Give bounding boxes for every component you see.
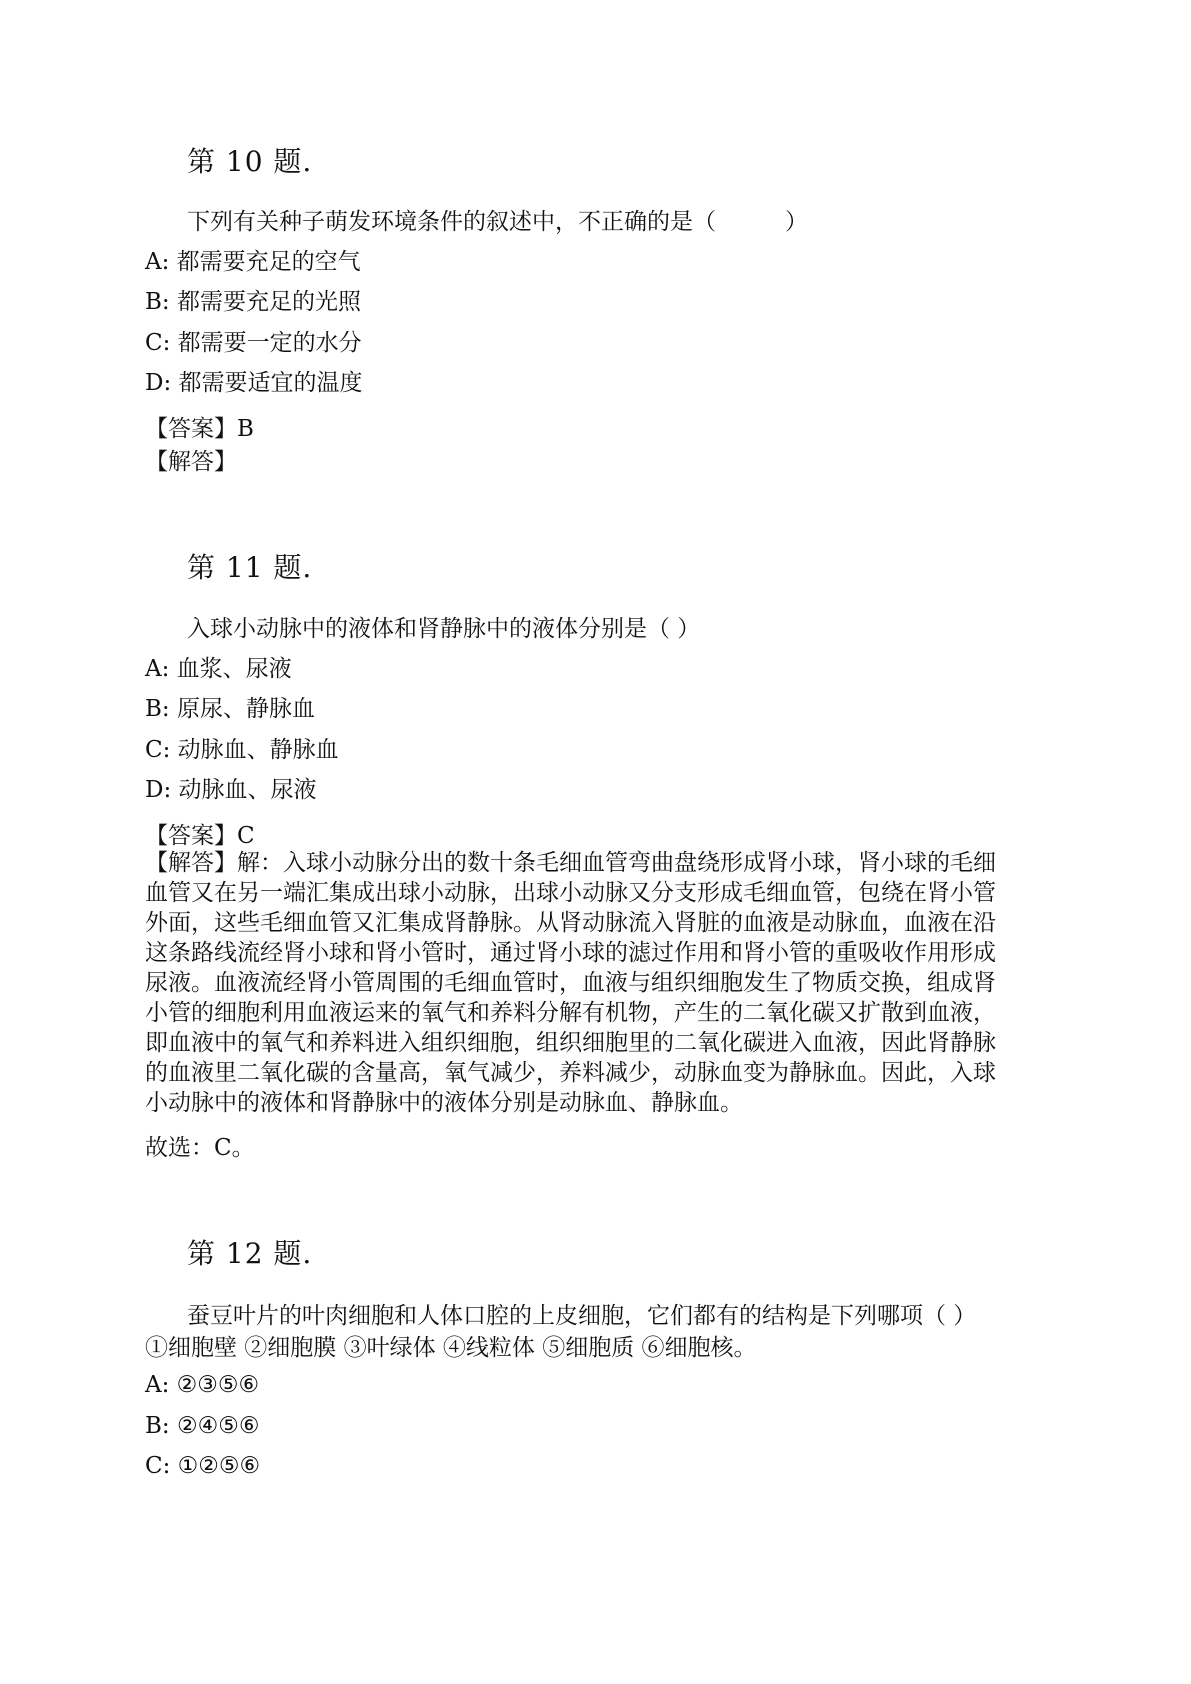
question-11-conclusion: 故选：C。 <box>145 1135 255 1161</box>
question-12-option-b: B: ②④⑤⑥ <box>145 1413 260 1439</box>
question-10-answer <box>145 410 254 443</box>
explain-label: 【解答】 <box>145 850 237 876</box>
question-11-option-d: D: 动脉血、尿液 <box>145 777 317 803</box>
question-10-title: 第 10 题. <box>187 145 313 178</box>
explanation-line: 小动脉中的液体和肾静脉中的液体分别是动脉血、静脉血。 <box>145 1090 743 1116</box>
answer-label: 【答案】 <box>145 416 237 442</box>
question-10-option-b: B: 都需要充足的光照 <box>145 289 361 315</box>
question-12-option-a: A: ②③⑤⑥ <box>145 1372 260 1398</box>
question-12-stem-line2: ①细胞壁 ②细胞膜 ③叶绿体 ④线粒体 ⑤细胞质 ⑥细胞核。 <box>145 1335 757 1361</box>
explanation-line: 小管的细胞利用血液运来的氧气和养料分解有机物，产生的二氧化碳又扩散到血液， <box>145 1000 996 1026</box>
question-11-title: 第 11 题. <box>187 551 313 584</box>
answer-value: B <box>237 416 254 442</box>
question-10-option-c: C: 都需要一定的水分 <box>145 330 362 356</box>
question-12-option-c: C: ①②⑤⑥ <box>145 1453 261 1479</box>
question-10-option-d: D: 都需要适宜的温度 <box>145 370 363 396</box>
question-11-stem: 入球小动脉中的液体和肾静脉中的液体分别是（ ） <box>187 616 701 642</box>
question-12-title: 第 12 题. <box>187 1237 313 1270</box>
explanation-line: 即血液中的氧气和养料进入组织细胞，组织细胞里的二氧化碳进入血液，因此肾静脉 <box>145 1030 996 1056</box>
answer-label: 【答案】 <box>145 823 237 849</box>
question-10-stem: 下列有关种子萌发环境条件的叙述中，不正确的是（ ） <box>187 209 808 235</box>
explanation-line: 【解答】解：入球小动脉分出的数十条毛细血管弯曲盘绕形成肾小球，肾小球的毛细 <box>145 850 996 876</box>
question-11-answer <box>145 817 255 850</box>
question-11-option-b: B: 原尿、静脉血 <box>145 696 315 722</box>
explanation-line: 的血液里二氧化碳的含量高，氧气减少，养料减少，动脉血变为静脉血。因此，入球 <box>145 1060 996 1086</box>
question-10-option-a: A: 都需要充足的空气 <box>145 249 361 275</box>
explanation-line: 尿液。血液流经肾小管周围的毛细血管时，血液与组织细胞发生了物质交换，组成肾 <box>145 970 996 996</box>
question-12-stem: 蚕豆叶片的叶肉细胞和人体口腔的上皮细胞，它们都有的结构是下列哪项（ ） <box>187 1303 977 1329</box>
question-11-explanation <box>145 848 1045 1118</box>
question-10-explain-label: 【解答】 <box>145 449 237 475</box>
answer-value: C <box>237 823 255 849</box>
question-11-option-c: C: 动脉血、静脉血 <box>145 737 339 763</box>
explanation-line: 这条路线流经肾小球和肾小管时，通过肾小球的滤过作用和肾小管的重吸收作用形成 <box>145 940 996 966</box>
explanation-line: 外面，这些毛细血管又汇集成肾静脉。从肾动脉流入肾脏的血液是动脉血，血液在沿 <box>145 910 996 936</box>
question-11-option-a: A: 血浆、尿液 <box>145 656 292 682</box>
explanation-line: 血管又在另一端汇集成出球小动脉，出球小动脉又分支形成毛细血管，包绕在肾小管 <box>145 880 996 906</box>
